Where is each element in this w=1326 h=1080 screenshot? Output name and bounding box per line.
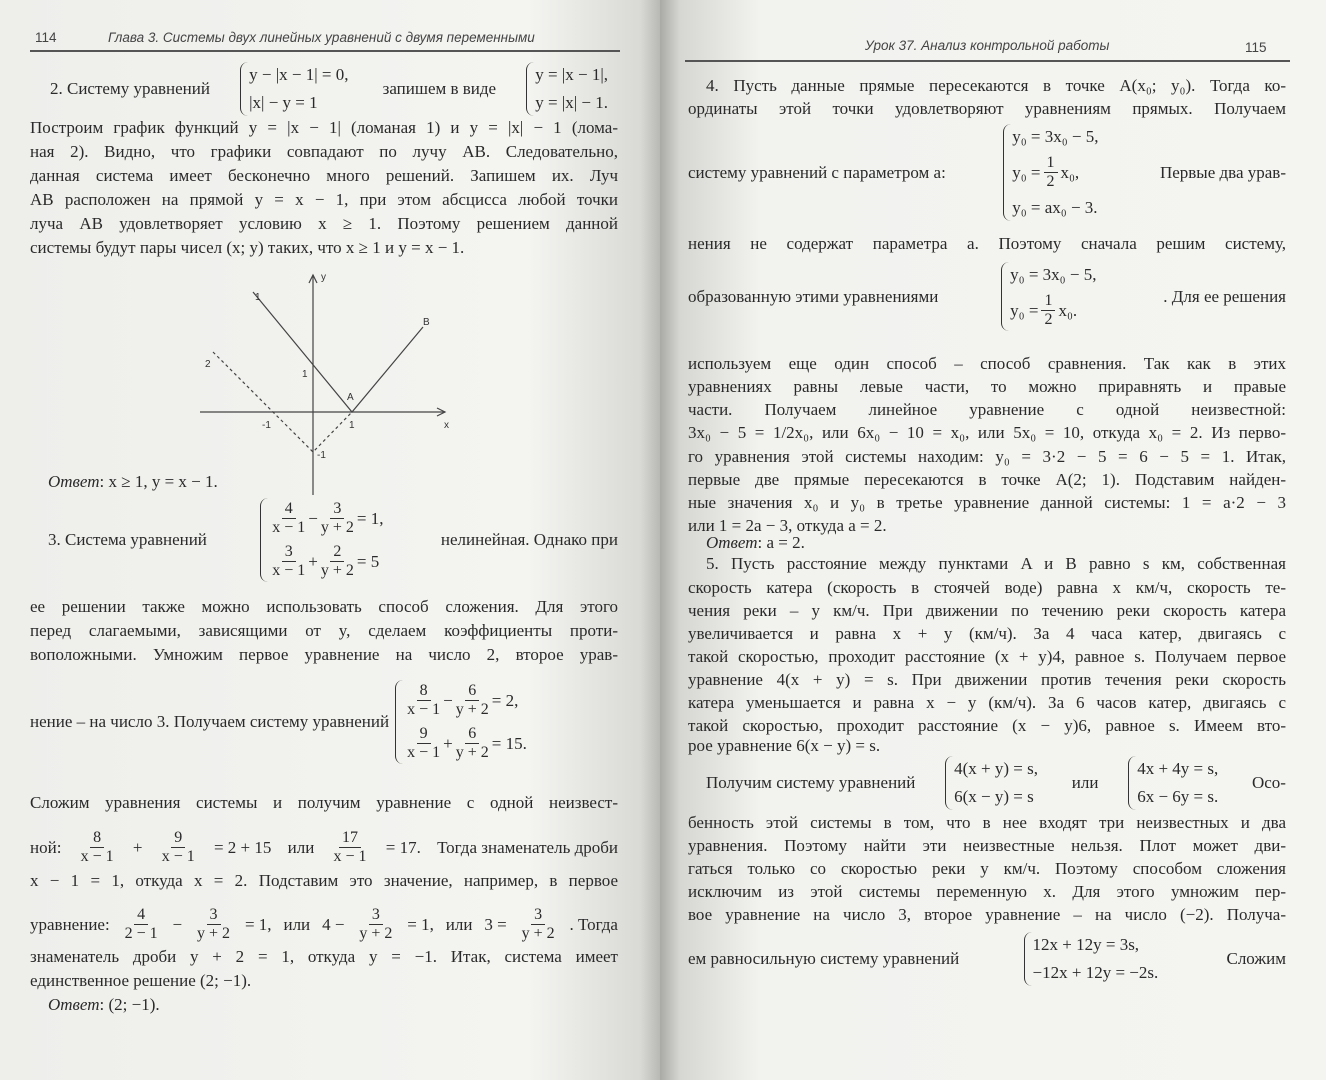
- text-run: системы будут пары чисел (x; y) таких, что x ≥ 1 и y = x − 1.: [30, 238, 465, 257]
- text-line: [706, 75, 1286, 97]
- fraction: [1041, 292, 1055, 329]
- text-run: или 1 = 2a − 3, откуда a = 2.: [688, 516, 887, 535]
- text-run: используем еще один способ – способ сравнения. Так как в этих: [688, 354, 1286, 373]
- text-run: y₀ = ax₀ − 3.: [1012, 198, 1098, 217]
- denominator: x − 1: [161, 848, 195, 865]
- text-line: [688, 98, 1286, 120]
- text-run: ординаты этой точки удовлетворяют уравнениям прямых. Получаем: [688, 99, 1286, 118]
- denominator: 2: [1046, 173, 1055, 190]
- fraction: [1044, 154, 1058, 191]
- text-run: y₀ = 3x₀ − 5,: [1012, 127, 1099, 146]
- answer-label: Ответ: [48, 995, 100, 1014]
- equation-system: [1024, 932, 1163, 986]
- text-run: 5. Пусть расстояние между пунктами A и B равно s км, собственная: [706, 554, 1286, 573]
- text-run: = 1,: [407, 914, 434, 934]
- denominator: x − 1: [80, 848, 114, 865]
- page-number: 115: [1245, 40, 1267, 55]
- text-line: [688, 735, 1286, 757]
- text-run: = 17.: [385, 837, 421, 857]
- text-run: = 1,: [356, 508, 384, 528]
- denominator: x − 1: [272, 562, 306, 579]
- text-run: +: [132, 837, 143, 857]
- numerator: 3: [330, 500, 344, 519]
- text-run: 12x + 12y = 3s,: [1032, 935, 1140, 954]
- text-line: [706, 532, 1286, 554]
- text-run: x − 1 = 1, откуда x = 2. Подставим это значение, например, в первое: [30, 871, 618, 890]
- system-equation: [1012, 154, 1098, 191]
- text-run: образованную этими уравнениями: [688, 286, 939, 306]
- text-run: 6x − 6y = s.: [1137, 787, 1219, 806]
- text-run: знаменатель дроби y + 2 = 1, откуда y = −1. Итак, система имеет: [30, 947, 618, 966]
- point-b-label: B: [423, 317, 430, 328]
- system-equation: [1137, 758, 1218, 780]
- text-run: Тогда знаменатель дроби: [437, 837, 618, 857]
- system-equation: [1012, 197, 1098, 219]
- text-run: −12x + 12y = −2s.: [1032, 963, 1159, 982]
- y-axis-label: y: [321, 272, 326, 283]
- denominator: x − 1: [407, 744, 441, 761]
- numerator: 8: [417, 682, 431, 701]
- text-run: 3 =: [484, 914, 507, 934]
- text-run: Первые два урав-: [1159, 162, 1286, 182]
- denominator: y + 2: [455, 701, 489, 718]
- text-line: [688, 858, 1286, 880]
- denominator: 2: [1044, 311, 1053, 328]
- equation-system: [1001, 262, 1100, 331]
- system-equation: [1033, 934, 1159, 956]
- text-run: = 5: [356, 551, 380, 571]
- text-run: y − |x − 1| = 0,: [249, 65, 349, 84]
- text-run: уравнение 4(x + y) = s. При движении против течения реки скорость: [688, 670, 1286, 689]
- text-line: [688, 422, 1286, 444]
- denominator: y + 2: [320, 562, 354, 579]
- x-axis-label: x: [444, 420, 449, 431]
- denominator: x − 1: [407, 701, 441, 718]
- system-equation: [1033, 962, 1159, 984]
- text-run: +: [308, 551, 318, 571]
- text-line: [688, 932, 1286, 986]
- text-run: части. Получаем линейное уравнение с одной неизвестной:: [688, 400, 1286, 419]
- running-head: Урок 37. Анализ контрольной работы: [865, 38, 1110, 53]
- equation-system: [1003, 124, 1102, 221]
- text-run: 3x₀ − 5 = 1/2x₀, или 6x₀ − 10 = x₀, или 5x₀ = 10, откуда x₀ = 2. Из перво-: [688, 423, 1286, 442]
- text-line: [688, 812, 1286, 834]
- text-run: единственное решение (2; −1).: [30, 971, 252, 990]
- equation-system: [945, 756, 1042, 810]
- text-run: бенность этой системы в том, что в нее входят три неизвестных и два: [688, 813, 1286, 832]
- polyline-2-label: 2: [205, 359, 211, 370]
- text-run: воположными. Умножим первое уравнение на число 2, второе урав-: [30, 645, 618, 664]
- numerator: 3: [369, 906, 383, 925]
- denominator: y + 2: [197, 925, 231, 942]
- system-equation: [954, 758, 1038, 780]
- text-run: AB расположен на прямой y = x − 1, при этом абсцисса любой точки: [30, 190, 618, 209]
- text-run: = 15.: [491, 733, 527, 753]
- denominator: y + 2: [521, 925, 555, 942]
- text-line: [688, 715, 1286, 737]
- text-run: Сложим: [1226, 949, 1286, 968]
- text-run: гаться только со скоростью реки y км/ч. Поэтому способом сложения: [688, 859, 1286, 878]
- system-equation: [1010, 292, 1096, 329]
- text-run: = 1,: [244, 914, 272, 934]
- text-run: y = |x| − 1.: [535, 93, 608, 112]
- text-run: +: [443, 733, 453, 753]
- denominator: x − 1: [333, 848, 367, 865]
- system-equation: [1012, 126, 1098, 148]
- text-run: ные значения x₀ и y₀ в третье уравнение данной системы: 1 = a·2 − 3: [688, 493, 1286, 512]
- numerator: 1: [1044, 154, 1058, 173]
- text-run: Осо-: [1251, 773, 1286, 792]
- text-run: −: [172, 914, 183, 934]
- text-run: катера уменьшается и равна x − y (км/ч). За 6 часов катер, двигаясь с: [688, 693, 1286, 712]
- text-run: скорость катера (скорость в стоячей воде) равна x км/ч, скорость те-: [688, 578, 1286, 597]
- text-run: : x ≥ 1, y = x − 1.: [99, 472, 218, 491]
- polyline-2: [213, 352, 352, 452]
- text-run: Построим график функций y = |x − 1| (ломаная 1) и y = |x| − 1 (лома-: [30, 118, 618, 137]
- numerator: 6: [465, 725, 479, 744]
- text-run: . Для ее решения: [1163, 286, 1286, 306]
- text-line: [688, 577, 1286, 599]
- text-run: : a = 2.: [757, 533, 805, 552]
- text-run: |x| − y = 1: [249, 93, 318, 112]
- text-run: запишем в виде: [382, 79, 497, 98]
- text-run: : (2; −1).: [99, 995, 160, 1014]
- text-run: уравнениях равны левые части, то можно приравнять и правые: [688, 377, 1286, 396]
- text-run: 6(x − y) = s: [954, 787, 1034, 806]
- denominator: y + 2: [455, 744, 489, 761]
- denominator: y + 2: [320, 519, 354, 536]
- text-line: [688, 492, 1286, 514]
- text-line: [688, 881, 1286, 903]
- text-run: нения не содержат параметра a. Поэтому сначала решим систему,: [688, 234, 1286, 253]
- numerator: 8: [90, 829, 104, 848]
- text-run: нелинейная. Однако при: [440, 530, 618, 549]
- numerator: 17: [339, 829, 361, 848]
- text-run: увеличивается и равна x + y (км/ч). За 4 часа катер, двигаясь с: [688, 624, 1286, 643]
- text-run: Получим систему уравнений: [706, 773, 916, 792]
- answer-label: Ответ: [706, 533, 758, 552]
- text-run: исключим из этой системы переменную x. Для этого умножим пер-: [688, 882, 1286, 901]
- text-run: 2. Систему уравнений: [50, 79, 210, 98]
- text-line: [706, 756, 1286, 810]
- equation-system: [1128, 756, 1222, 810]
- text-run: чения реки – y км/ч. При движении по течению реки скорость катера: [688, 601, 1286, 620]
- text-run: −: [308, 508, 318, 528]
- text-run: систему уравнений с параметром a:: [688, 162, 946, 182]
- tick-y-1: 1: [302, 369, 308, 380]
- text-run: го уравнения этой системы находим: y₀ = 3·2 − 5 = 6 − 5 = 1. Итак,: [688, 447, 1286, 466]
- numerator: 3: [207, 906, 221, 925]
- text-run: 4. Пусть данные прямые пересекаются в точке A(x₀; y₀). Тогда ко-: [706, 76, 1286, 95]
- text-line: [688, 600, 1286, 622]
- text-run: данная система имеет бесконечно много решений. Запишем их. Луч: [30, 166, 618, 185]
- polyline-1-label: 1: [255, 292, 261, 303]
- numerator: 4: [282, 500, 296, 519]
- text-run: ее решении также можно использовать способ сложения. Для этого: [30, 597, 618, 616]
- numerator: 9: [171, 829, 185, 848]
- numerator: 9: [417, 725, 431, 744]
- text-run: x₀,: [1060, 162, 1080, 182]
- page-number: 114: [35, 30, 57, 45]
- text-run: такой скоростью, проходит расстояние (x − y)6, равное s. Имеем вто-: [688, 716, 1286, 735]
- text-run: ная 2). Видно, что графики совпадают по лучу AB. Следовательно,: [30, 142, 618, 161]
- answer-label: Ответ: [48, 472, 100, 491]
- numerator: 2: [330, 543, 344, 562]
- polyline-1: [253, 292, 423, 412]
- text-run: уравнения. Поэтому найти эти неизвестные нельзя. Плот может дви-: [688, 836, 1286, 855]
- text-line: [688, 399, 1286, 421]
- header-rule: [685, 60, 1290, 62]
- system-equation: [954, 786, 1038, 808]
- text-run: или: [1071, 773, 1099, 792]
- text-run: такой скоростью, проходит расстояние (x + y)4, равное s. Получаем первое: [688, 647, 1286, 666]
- text-run: или: [445, 914, 473, 934]
- text-run: или: [283, 914, 311, 934]
- text-run: рое уравнение 6(x − y) = s.: [688, 736, 881, 755]
- running-head: Глава 3. Системы двух линейных уравнений с двумя переменными: [108, 30, 535, 45]
- tick-y-neg1: -1: [317, 450, 326, 461]
- text-run: y₀ =: [1010, 300, 1039, 320]
- text-run: Сложим уравнения системы и получим уравнение с одной неизвест-: [30, 793, 618, 812]
- text-run: первые две прямые пересекаются в точке A(2; 1). Подставим найден-: [688, 470, 1286, 489]
- text-line: [688, 124, 1286, 221]
- text-line: [688, 646, 1286, 668]
- numerator: 3: [282, 543, 296, 562]
- numerator: 3: [531, 906, 545, 925]
- right-page: [660, 0, 1326, 1080]
- tick-x-neg1: -1: [262, 420, 271, 431]
- text-run: 3. Система уравнений: [48, 530, 207, 549]
- text-run: уравнение:: [30, 914, 110, 934]
- numerator: 1: [1041, 292, 1055, 311]
- system-equation: [1010, 264, 1096, 286]
- text-run: 4(x + y) = s,: [954, 759, 1038, 778]
- text-run: 4 −: [322, 914, 345, 934]
- text-run: = 2,: [491, 690, 519, 710]
- text-run: 4x + 4y = s,: [1137, 759, 1219, 778]
- text-line: [706, 553, 1286, 575]
- text-line: [688, 692, 1286, 714]
- text-run: . Тогда: [569, 914, 618, 934]
- text-run: или: [287, 837, 315, 857]
- text-run: x₀.: [1058, 300, 1078, 320]
- text-run: вое уравнение на число 3, второе уравнение – на число (−2). Получа-: [688, 905, 1286, 924]
- text-line: [688, 446, 1286, 468]
- tick-x-1: 1: [349, 420, 355, 431]
- denominator: 2 − 1: [124, 925, 158, 942]
- text-line: [688, 904, 1286, 926]
- text-line: [688, 623, 1286, 645]
- text-line: [688, 353, 1286, 375]
- text-line: [688, 669, 1286, 691]
- numerator: 6: [465, 682, 479, 701]
- text-run: ной:: [30, 837, 62, 857]
- text-run: нение – на число 3. Получаем систему уравнений: [30, 712, 390, 731]
- system-equation: [1137, 786, 1218, 808]
- denominator: y + 2: [359, 925, 393, 942]
- numerator: 4: [134, 906, 148, 925]
- text-run: y₀ =: [1012, 162, 1041, 182]
- text-line: [688, 376, 1286, 398]
- text-line: [688, 469, 1286, 491]
- point-a-label: A: [347, 392, 354, 403]
- graph-figure: [0, 0, 660, 1080]
- text-line: [688, 233, 1286, 255]
- text-line: [688, 835, 1286, 857]
- text-run: перед слагаемыми, зависящими от y, сделаем коэффициенты проти-: [30, 621, 618, 640]
- text-run: y₀ = 3x₀ − 5,: [1010, 265, 1097, 284]
- text-run: луча AB удовлетворяет условию x ≥ 1. Поэтому решением данной: [30, 214, 618, 233]
- text-run: ем равносильную систему уравнений: [688, 949, 960, 968]
- left-page: [0, 0, 660, 1080]
- text-run: y = |x − 1|,: [535, 65, 608, 84]
- text-run: = 2 + 15: [213, 837, 272, 857]
- text-run: −: [443, 690, 453, 710]
- text-line: [688, 262, 1286, 331]
- denominator: x − 1: [272, 519, 306, 536]
